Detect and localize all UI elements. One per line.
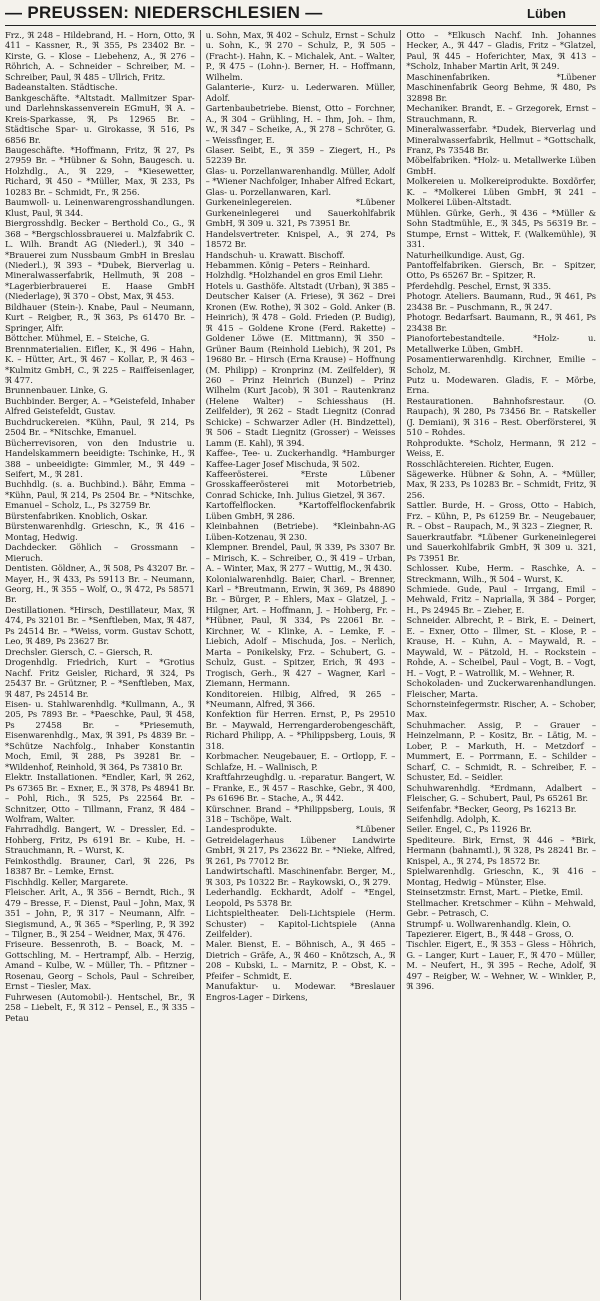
- directory-entry: Kürschner. Brand – *Philippsberg, Louis, ℜ 318 – Tschöpe, Walt.: [205, 803, 396, 824]
- directory-entry: Handschuh- u. Krawatt. Bischoff.: [205, 249, 345, 260]
- directory-entry: Glaser. Seibt, E., ℜ 359 – Ziegert, H., Ps 52239 Br.: [205, 144, 396, 166]
- directory-entry: Brennmaterialien. Eifler, K., ℜ 496 – Hahn, K. – Hütter, Art., ℜ 467 – Kollar, P., ℜ 463 – *Kulmitz GmbH, C., ℜ 225 – Raiffeisenlager, ℜ 477.: [5, 343, 195, 385]
- directory-entry: Mühlen. Gürke, Gerh., ℜ 436 – *Müller & Sohn Stadtmühle, E., ℜ 345, Ps 56319 Br. – Stumpe, Ernst – Wittek, F. (Walkemühle), ℜ 331.: [406, 207, 596, 250]
- directory-entry: Fuhrwesen (Automobil-). Hentschel, Br., ℜ 258 – Liebelt, F., ℜ 312 – Pensel, E., ℜ 335 – Petau: [5, 991, 195, 1023]
- directory-entry: Frz., ℜ 248 – Hildebrand, H. – Horn, Otto, ℜ 411 – Kassner, R., ℜ 355, Ps 23402 Br. – Kirste, G. – Klose – Liebehenz, A., ℜ 276 – Röhrich, A. – Schneider – Schreiber, M. – Schreiber, Paul, ℜ 485 – Ullrich, Fritz.: [5, 30, 195, 82]
- directory-entry: Brunnenbauer. Linke, G.: [5, 385, 108, 396]
- directory-entry: Tischler. Eigert, E., ℜ 353 – Gless – Höhrich, G. – Langer, Kurt – Lauer, F., ℜ 470 – Müller, M. – Neufert, H., ℜ 395 – Reche, Adolf, ℜ 497 – Reigber, W. – Wehner, W. – Winkler, P., ℜ 396.: [406, 939, 596, 992]
- directory-entry: Konditoreien. Hilbig, Alfred, ℜ 265 – *Neumann, Alfred, ℜ 366.: [205, 688, 396, 709]
- column-divider: [400, 30, 401, 1300]
- directory-entry: Klempner. Brendel, Paul, ℜ 339, Ps 3307 Br. – Mirisch, K. – Schreiber, O., ℜ 419 – Urban, A. – Winter, Max, ℜ 277 – Wuttig, M., ℜ 430.: [205, 542, 396, 574]
- directory-entry: Hebammen. König – Peters – Reinhard.: [205, 259, 371, 270]
- directory-entry: Schlosser. Kube, Herm. – Raschke, A. – Streckmann, Wilh., ℜ 504 – Wurst, K.: [406, 563, 596, 584]
- directory-entry: Schokoladen- und Zuckerwarenhandlungen. Fleischer, Marta.: [406, 678, 596, 699]
- directory-entry: Posamentierwarenhdlg. Kirchner, Emilie – Scholz, M.: [406, 354, 596, 375]
- directory-entry: Spediteure. Birk, Ernst, ℜ 446 – *Birk, Hermann (bahnamtl.), ℜ 328, Ps 28241 Br. – Knispel, A., ℜ 274, Ps 18572 Br.: [406, 834, 596, 866]
- directory-entry: Konfektion für Herren. Ernst, P., Ps 29510 Br. – Maywald, Herrengarderobengeschäft, Richard Philipp, A. – *Philippsberg, Louis, ℜ 318.: [205, 709, 396, 751]
- directory-entry: Kaffee-, Tee- u. Zuckerhandlg. *Hamburger Kaffee-Lager Josef Mischuda, ℜ 502.: [205, 448, 396, 469]
- directory-entry: u. Sohn, Max, ℜ 402 – Schulz, Ernst – Schulz u. Sohn, K., ℜ 270 – Schulz, P., ℜ 505 – (Fracht-). Hahn, K. – Michalek, Ant. – Walter, P., ℜ 475 – (Lohn-). Berner, H. – Hoffmann, Wilhelm.: [205, 30, 396, 82]
- directory-entry: Kolonialwarenhdlg. Baier, Charl. – Brenner, Karl – *Breutmann, Erwin, ℜ 369, Ps 48890 Br. – Bürger, P. – Ehlers, Max – Glatzel, J. – Hilgner, Art. – Hoffmann, J. – Hohberg, Fr. – *Hübner, Paul, ℜ 334, Ps 22061 Br. – Kirchner, W. – Klinke, A. – Lemke, F. – Liebich, Adolf – Mischuda, Jos. – Nerlich, Marta – Ponikelsky, Frz. – Schubert, G. – Schulz, Gust. – Spitzer, Erich, ℜ 493 – Trogisch, Gerh., ℜ 427 – Wagner, Karl – Ziemann, Hermann.: [205, 573, 396, 689]
- directory-entry: Friseure. Bessenroth, B. – Boack, M. – Gottschling, M. – Hertrampf, Alb. – Herzig, Amand – Kulbe, W. – Müller, Th. – Pfitzner – Rosenau, Georg – Schols, Paul – Schreiber, Ernst – Tiesler, Max.: [5, 939, 195, 992]
- page-header: [5, 3, 596, 26]
- directory-entry: Rohprodukte. *Scholz, Hermann, ℜ 212 – Weiss, E.: [406, 437, 596, 459]
- directory-entry: Baugeschäfte. *Hoffmann, Fritz, ℜ 27, Ps 27959 Br. – *Hübner & Sohn, Baugesch. u. Holzhdlg., A., ℜ 229, – *Kiesewetter, Richard, ℜ 450 – *Müller, Max, ℜ 233, Ps 10283 Br. – Schmidt, Fr., ℜ 256.: [5, 144, 195, 197]
- directory-entry: Tapezierer. Eigert, B., ℜ 448 – Gross, O.: [406, 928, 574, 939]
- directory-entry: Molkereien u. Molkereiprodukte. Boxdörfer, K. – *Molkerei Lüben GmbH, ℜ 241 – Molkerei Lüben-Altstadt.: [406, 176, 596, 208]
- directory-entry: Kraftfahrzeughdlg. u. -reparatur. Bangert, W. – Franke, E., ℜ 457 – Raschke, Gebr., ℜ 400, Ps 61696 Br. – Stache, A., ℜ 442.: [205, 772, 396, 804]
- column-3: [406, 30, 596, 1300]
- directory-entry: Otto – *Elkusch Nachf. Inh. Johannes Hecker, A., ℜ 447 – Gladis, Fritz – *Glatzel, Paul, ℜ 445 – Hoferichter, Max, ℜ 413 – *Scholz, Inhaber Martin Arlt, ℜ 249.: [406, 30, 596, 72]
- directory-entry: Schuhmacher. Assig, P. – Grauer – Heinzelmann, P. – Kositz, Br. – Lätig, M. – Lober, P. – Markuth, H. – Metzdorf – Mummert, E. – Porrmann, E. – Schilder – Scharf, C. – Schmidt, R. – Schreiber, F. – Schuster, Ed. – Seidler.: [406, 719, 596, 783]
- directory-entry: Hotels u. Gasthöfe. Altstadt (Urban), ℜ 385 – Deutscher Kaiser (A. Friese), ℜ 362 – Drei Kronen (Ew. Rothe), ℜ 302 – Gold. Anker (B. Heinrich), ℜ 478 – Gold. Frieden (P. Budig), ℜ 415 – Goldene Krone (Ferd. Rakette) – Goldener Löwe (E. Mittmann), ℜ 350 – Grüner Baum (Reinhold Liebich), ℜ 201, Ps 19680 Br. – Hirsch (Erna Krause) – Hoffnung (M. Philipp) – Kronprinz (M. Zeilfelder), ℜ 260 – Prinz Heinrich (Bunzel) – Prinz Wilhelm (Kurt Jacob), ℜ 301 – Rautenkranz (Helene Walter) – Schiesshaus (H. Zeilfelder), ℜ 262 – Stadt Liegnitz (Conrad Schicke) – Schwarzer Adler (H. Bindzettel), ℜ 506 – Stadt Liegnitz (Grosser) – Weisses Lamm (E. Kahl), ℜ 394.: [205, 280, 396, 448]
- directory-entry: Glas- u. Porzellanwarenhandlg. Müller, Adolf – *Wiener Nachfolger, Inhaber Alfred Eckart, Glas- u. Porzellanwaren, Karl.: [205, 165, 396, 197]
- directory-entry: Landwirtschaftl. Maschinenfabr. Berger, M., ℜ 303, Ps 10322 Br. – Raykowski, O., ℜ 279.: [205, 866, 396, 887]
- directory-entry: Lederhandlg. Eckhardt, Adolf – *Engel, Leopold, Ps 5378 Br.: [205, 887, 396, 908]
- directory-entry: Strumpf- u. Wollwarenhandlg. Klein, O.: [406, 918, 572, 929]
- directory-entry: Steinsetzmstr. Ernst, Mart. – Pietke, Emil.: [406, 887, 584, 898]
- directory-entry: Pantoffelfabriken. Giersch, Br. – Spitzer, Otto, Ps 65267 Br. – Spitzer, R.: [406, 259, 596, 281]
- directory-entry: Buchhdlg. (s. a. Buchbind.). Bähr, Emma – *Kühn, Paul, ℜ 214, Ps 2504 Br. – *Nitschke, Emanuel – Scholz, L., Ps 32759 Br.: [5, 479, 195, 511]
- directory-entry: Manufaktur- u. Modewar. *Breslauer Engros-Lager – Dirkens,: [205, 981, 396, 1002]
- directory-entry: Schornsteinfegermstr. Rischer, A. – Schober, Max.: [406, 699, 596, 720]
- column-2: [206, 30, 396, 1300]
- directory-entry: Biergrosshdlg. Becker – Berthold Co., G., ℜ 368 – *Bergschlossbrauerei u. Malzfabrik C. L. Wilh. Brandt AG (Niederl.), ℜ 340 – *Brauerei zum Nussbaum GmbH in Breslau (Niederl.), ℜ 393 – *Dubek, Bierverlag u. Mineralwasserfabrik, Hellmuth, ℜ 208 – *Lagerbierbrauerei E. Haase GmbH (Niederlage), ℜ 370 – Obst, Max, ℜ 453.: [5, 218, 195, 302]
- directory-entry: Sauerkrautfabr. *Lübener Gurkeneinlegerei und Sauerkohlfabrik GmbH, ℜ 309 u. 321, Ps 73951 Br.: [406, 531, 596, 563]
- directory-entry: Gartenbaubetriebe. Bienst, Otto – Forchner, A., ℜ 304 – Grühling, H. – Ihm, Joh. – Ihm, W., ℜ 347 – Scheike, A., ℜ 278 – Schröter, G. – Weissfinger, E.: [205, 103, 396, 145]
- directory-entry: Holzhdlg. *Holzhandel en gros Emil Liehr.: [205, 270, 384, 281]
- directory-entry: Drechsler. Giersch, C. – Giersch, R.: [5, 646, 153, 657]
- directory-entry: Böttcher. Mühmel, E. – Steiche, G.: [5, 333, 150, 344]
- directory-entry: Möbelfabriken. *Holz- u. Metallwerke Lüben GmbH.: [406, 155, 596, 176]
- directory-entry: Dachdecker. Göhlich – Grossmann – Mieruch.: [5, 542, 195, 563]
- directory-entry: Mechaniker. Brandt, E. – Grzegorek, Ernst – Strauchmann, R.: [406, 103, 596, 124]
- directory-entry: Lichtspieltheater. Deli-Lichtspiele (Herm. Schuster) – Kapitol-Lichtspiele (Anna Zeilfelder).: [205, 908, 396, 939]
- columns: [5, 30, 596, 1300]
- directory-entry: Maschinenfabriken. *Lübener Maschinenfabrik Georg Behme, ℜ 480, Ps 32898 Br.: [406, 71, 596, 103]
- directory-entry: Pferdehdlg. Peschel, Ernst, ℜ 335.: [406, 280, 551, 291]
- directory-entry: Bürstenwarenhdlg. Grieschn, K., ℜ 416 – Montag, Hedwig.: [5, 521, 195, 542]
- directory-entry: Seifenhdlg. Adolph, K.: [406, 813, 501, 824]
- directory-entry: Destillationen. *Hirsch, Destillateur, Max, ℜ 474, Ps 32101 Br. – *Senftleben, Max, ℜ 487, Ps 24514 Br. – *Weiss, vorm. Gustav Schott, Leo, ℜ 489, Ps 23627 Br.: [5, 604, 195, 647]
- directory-entry: Landesprodukte. *Lübener Getreidelagerhaus Lübener Landwirte GmbH, ℜ 217, Ps 23622 Br. – *Nieke, Alfred, ℜ 261, Ps 77012 Br.: [205, 824, 396, 866]
- directory-entry: Buchdruckereien. *Kühn, Paul, ℜ 214, Ps 2504 Br. – *Nitschke, Emanuel.: [5, 416, 195, 438]
- directory-entry: Baumwoll- u. Leinenwarengrosshandlungen. Klust, Paul, ℜ 344.: [5, 197, 195, 218]
- directory-entry: Seiler. Engel, C., Ps 11926 Br.: [406, 824, 532, 835]
- directory-entry: Pianofortebestandteile. *Holz- u. Metallwerke Lüben, GmbH.: [406, 333, 596, 354]
- directory-entry: Feinkosthdlg. Brauner, Carl, ℜ 226, Ps 18387 Br. – Lemke, Ernst.: [5, 855, 195, 877]
- directory-entry: Bücherrevisoren, von den Industrie u. Handelskammern beeidigte: Tschinke, H., ℜ 388 – unbeeidigte: Gimmler, M., ℜ 449 – Seifert, M., ℜ 281.: [5, 437, 195, 480]
- directory-entry: Fahrradhdlg. Bangert, W. – Dressler, Ed. – Hohberg, Fritz, Ps 6191 Br. – Kube, H. – Strauchmann, R. – Wurst, K.: [5, 824, 195, 856]
- directory-entry: Kartoffelflocken. *Kartoffelflockenfabrik Lüben GmbH, ℜ 286.: [205, 500, 396, 521]
- directory-entry: Maler. Bienst, E. – Böhnisch, A., ℜ 465 – Dietrich – Gräfe, A., ℜ 460 – Knötzsch, A., ℜ 208 – Kubski, L. – Marnitz, P. – Obst, K. – Pfeifer – Schmidt, E.: [205, 939, 396, 981]
- column-divider: [200, 30, 201, 1300]
- directory-entry: Photogr. Bedarfsart. Baumann, R., ℜ 461, Ps 23438 Br.: [406, 312, 596, 333]
- directory-entry: Sägewerke. Hübner & Sohn, A. – *Müller, Max, ℜ 233, Ps 10283 Br. – Schmidt, Fritz, ℜ 256.: [406, 469, 596, 500]
- column-1: [5, 30, 195, 1300]
- directory-entry: Photogr. Ateliers. Baumann, Rud., ℜ 461, Ps 23438 Br. – Puschmann, R., ℜ 247.: [406, 291, 596, 312]
- directory-entry: Korbmacher. Neugebauer, E. – Ortlopp, F. – Schlafze, H. – Wallnisch, P.: [205, 751, 396, 772]
- place-heading: Lüben: [527, 6, 566, 21]
- page-title: — PREUSSEN: NIEDERSCHLESIEN —: [5, 3, 323, 22]
- directory-entry: Schuhwarenhdlg. *Erdmann, Adalbert – Fleischer, G. – Schubert, Paul, Ps 65261 Br.: [406, 782, 596, 804]
- directory-entry: Bildhauer (Stein-). Knabe, Paul – Neumann, Kurt – Reigber, R., ℜ 363, Ps 61470 Br. – Springer, Alfr.: [5, 301, 195, 333]
- directory-entry: Mineralwasserfabr. *Dudek, Bierverlag und Mineralwasserfabrik, Hellmut – *Gottschalk, Franz, Ps 73548 Br.: [406, 124, 596, 155]
- directory-entry: Restaurationen. Bahnhofsrestaur. (O. Raupach), ℜ 280, Ps 73456 Br. – Ratskeller (J. Demiani), ℜ 316 – Rest. Oberförsterei, ℜ 510 – Rohdes.: [406, 395, 596, 438]
- directory-entry: Gurkeneinlegereien. *Lübener Gurkeneinlegerei und Sauerkohlfabrik GmbH, ℜ 309 u. 321, Ps 73951 Br.: [205, 197, 396, 229]
- directory-entry: Dentisten. Göldner, A., ℜ 508, Ps 43207 Br. – Mayer, H., ℜ 433, Ps 59113 Br. – Neumann, Georg, H., ℜ 355 – Wolf, O., ℜ 472, Ps 58571 Br.: [5, 563, 195, 605]
- directory-entry: Fleischer. Arlt, A., ℜ 356 – Berndt, Rich., ℜ 479 – Bresse, F. – Dienst, Paul – John, Max, ℜ 351 – John, P., ℜ 317 – Neumann, Alfr. – Siegismund, A., ℜ 365 – *Sperling, P., ℜ 392 – Tilgner, B., ℜ 254 – Weidner, Max, ℜ 476.: [5, 887, 195, 939]
- directory-entry: Fischhdlg. Keller, Margarete.: [5, 876, 129, 887]
- directory-entry: Galanterie-, Kurz- u. Lederwaren. Müller, Adolf.: [205, 82, 396, 103]
- directory-entry: Rosschlächtereien. Richter, Eugen.: [406, 458, 554, 469]
- directory-entry: Putz u. Modewaren. Gladis, F. – Mörbe, Erna.: [406, 374, 596, 396]
- directory-entry: Bankgeschäfte. *Altstadt. Mallmitzer Spar- und Darlehnskassenverein EGmuH, ℜ A. – Kreis-Sparkasse, ℜ, Ps 12965 Br. – Städtische Spar- u. Girokasse, ℜ 516, Ps 6856 Br.: [5, 92, 195, 145]
- directory-entry: Schmiede. Gude, Paul – Irrgang, Emil – Mehwald, Fritz – Naprialla, ℜ 384 – Porger, H., Ps 24945 Br. – Zieher, E.: [406, 584, 596, 615]
- directory-entry: Elektr. Installationen. *Endler, Karl, ℜ 262, Ps 67365 Br. – Exner, E., ℜ 378, Ps 48941 Br. – Pohl, Rich., ℜ 525, Ps 22564 Br. – Schnitzer, Otto – Tillmann, Franz, ℜ 484 – Wolfram, Walter.: [5, 772, 195, 824]
- directory-entry: Bürstenfabriken. Knoblich, Oskar.: [5, 510, 148, 521]
- directory-entry: Spielwarenhdlg. Grieschn, K., ℜ 416 – Montag, Hedwig – Münster, Else.: [406, 866, 596, 887]
- directory-entry: Stellmacher. Kretschmer – Kühn – Mehwald, Gebr. – Petrasch, C.: [406, 897, 596, 919]
- directory-entry: Seifenfabr. *Becker, Georg, Ps 16213 Br.: [406, 803, 577, 814]
- directory-entry: Badeanstalten. Städtische.: [5, 82, 118, 93]
- directory-entry: Drogenhdlg. Friedrich, Kurt – *Grotius Nachf. Fritz Geisler, Richard, ℜ 324, Ps 25437 Br. – Grützner, P. – *Senftleben, Max, ℜ 487, Ps 24514 Br.: [5, 657, 195, 699]
- directory-entry: Sattler. Burde, H. – Gross, Otto – Habich, Frz. – Kühn, P., Ps 61259 Br. – Neugebauer, R. – Obst – Raupach, M., ℜ 323 – Ziegner, R.: [406, 500, 596, 532]
- directory-entry: Kleinbahnen (Betriebe). *Kleinbahn-AG Lüben-Kotzenau, ℜ 230.: [205, 521, 396, 542]
- directory-entry: Eisen- u. Stahlwarenhdlg. *Kullmann, A., ℜ 205, Ps 7893 Br. – *Paeschke, Paul, ℜ 458, Ps 27458 Br. – *Priesemuth, Eisenwarenhdlg., Max, ℜ 391, Ps 4839 Br. – *Schütze Nachfolg., Inhaber Konstantin Moch, Emil, ℜ 288, Ps 39281 Br. – *Wildenhof, Reinhold, ℜ 364, Ps 73810 Br.: [5, 699, 195, 772]
- directory-entry: Schneider. Albrecht, P. – Birk, E. – Deinert, E. – Exner, Otto – Illmer, St. – Klose, P. – Krause, H. – Kuhn, A. – Maywald, R. – Maywald, W. – Pätzold, H. – Rockstein – Rohde, A. – Scheibel, Paul – Vogt, B. – Vogt, H. – Vogt, P. – Watrollik, M. – Wehner, R.: [406, 615, 596, 678]
- directory-entry: Buchbinder. Berger, A. – *Geistefeld, Inhaber Alfred Geistefeldt, Gustav.: [5, 395, 195, 417]
- directory-entry: Kaffeerösterei. *Erste Lübener Grosskaffeerösterei mit Motorbetrieb, Conrad Schicke, Inh. Julius Gietzel, ℜ 367.: [205, 469, 396, 500]
- directory-entry: Naturheilkundige. Aust, Gg.: [406, 249, 525, 260]
- directory-entry: Handelsvertreter. Knispel, A., ℜ 274, Ps 18572 Br.: [205, 228, 396, 250]
